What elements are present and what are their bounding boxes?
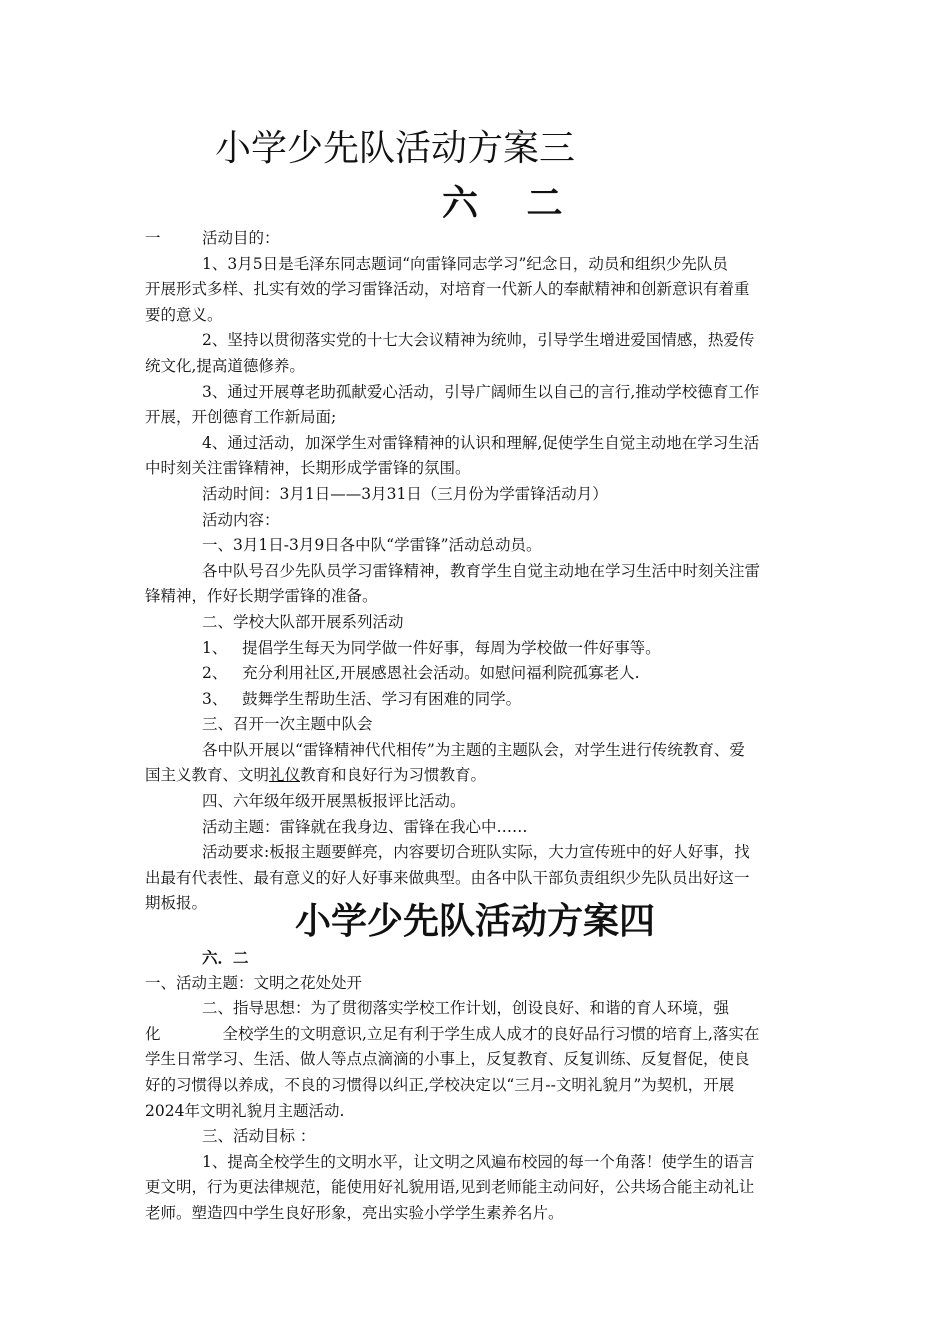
part3-line-2 (145, 763, 813, 789)
goal-4-line-2: 中时刻关注雷锋精神，长期形成学雷锋的氛围。 (145, 459, 471, 478)
list-item-number: 1、 (202, 638, 228, 657)
part4-req-line-3: 期板报。 (145, 894, 208, 913)
part3-heading: 三、召开一次主题中队会 (202, 715, 373, 734)
part4-heading: 四、六年级年级开展黑板报评比活动。 (202, 792, 466, 811)
activity-time: 活动时间：3月1日——3月31日（三月份为学雷锋活动月） (202, 484, 608, 503)
goal-2-line-2: 统文化,提高道德修养。 (145, 356, 305, 375)
part1-text-line-1: 各中队号召少先队员学习雷锋精神，教育学生自觉主动地在学习生活中时刻关注雷 (202, 561, 761, 580)
part2-heading: 二、学校大队部开展系列活动 (202, 612, 404, 631)
list-item (145, 636, 813, 662)
list-item-number: 3、 (202, 689, 228, 708)
guide-line-5: 2024年文明礼貌月主题活动. (145, 1101, 345, 1120)
goal-heading-line (145, 226, 813, 252)
part3-line-2-end: 教育和良好行为习惯教育。 (300, 766, 487, 785)
goal-index: 一 (145, 229, 161, 247)
goal-1-line-2: 开展形式多样、扎实有效的学习雷锋活动，对培育一代新人的奉献精神和创新意识有着重 (145, 280, 750, 299)
list-item-text: 充分利用社区,开展感恩社会活动。如慰问福利院孤寡老人. (242, 664, 640, 683)
goal-2-line-1: 2、坚持以贯彻落实党的十七大会议精神为统帅，引导学生增进爱国情感，热爱传 (202, 331, 755, 350)
plan3-body (145, 226, 813, 917)
part1-text-line-2: 锋精神，作好长期学雷锋的准备。 (145, 587, 378, 606)
guide-line-2-end: 全校学生的文明意识,立足有利于学生成人成才的良好品行习惯的培育上,落实在 (222, 1024, 760, 1043)
underlined-term: 礼仪 (269, 766, 301, 785)
part3-line-1: 各中队开展以“雷锋精神代代相传”为主题的主题队会，对学生进行传统教育、爱 (202, 740, 745, 759)
goal-1-line-3: 要的意义。 (145, 305, 223, 324)
plan3-title: 小学少先队活动方案三 (215, 128, 576, 169)
plan4-subtitle: 六．二 (202, 948, 249, 967)
list-item-text: 提倡学生每天为同学做一件好事，每周为学校做一件好事等。 (242, 638, 661, 657)
guide-line-1: 二、指导思想：为了贯彻落实学校工作计划，创设良好、和谐的育人环境，强 (202, 999, 730, 1018)
content-heading: 活动内容： (202, 510, 280, 529)
part4-req-line-1: 活动要求:板报主题要鲜亮，内容要切合班队实际，大力宣传班中的好人好事，找 (202, 843, 750, 862)
plan4-body (145, 945, 813, 1227)
part3-line-2-start: 国主义教育、文明 (145, 766, 270, 785)
goal-heading: 活动目的： (202, 229, 280, 247)
plan4-goal-line-2: 更文明，行为更法律规范，能使用好礼貌用语,见到老师能主动问好，公共场合能主动礼让 (145, 1178, 755, 1197)
guide-line-4: 好的习惯得以养成，不良的习惯得以纠正,学校决定以“三月--文明礼貌月”为契机，开展 (145, 1075, 735, 1094)
goal-4-line-1: 4、通过活动，加深学生对雷锋精神的认识和理解,促使学生自觉主动地在学习生活 (202, 433, 760, 452)
plan4-goal-line-3: 老师。塑造四中学生良好形象，亮出实验小学学生素养名片。 (145, 1203, 564, 1222)
list-item (145, 687, 813, 713)
goal-3-line-2: 开展，开创德育工作新局面; (145, 408, 337, 427)
plan4-theme: 一、活动主题：文明之花处处开 (145, 973, 363, 992)
list-item-text: 鼓舞学生帮助生活、学习有困难的同学。 (242, 689, 522, 708)
plan4-goal-heading: 三、活动目标 ： (202, 1127, 316, 1146)
plan4-goal-line-1: 1、提高全校学生的文明水平，让文明之风遍布校园的每一个角落！使学生的语言 (202, 1152, 755, 1171)
goal-1-line-1: 1、3月5日是毛泽东同志题词“向雷锋同志学习”纪念日，动员和组织少先队员 (202, 254, 728, 273)
part1-heading: 一、3月1日-3月9日各中队“学雷锋”活动总动员。 (202, 536, 542, 555)
guide-line-3: 学生日常学习、生活、做人等点点滴滴的小事上，反复教育、反复训练、反复督促，使良 (145, 1050, 750, 1069)
list-item (145, 661, 813, 687)
list-item-number: 2、 (202, 664, 228, 683)
guide-line-2-start: 化 (145, 1024, 161, 1043)
goal-3-line-1: 3、通过开展尊老助孤献爱心活动，引导广阔师生以自己的言行,推动学校德育工作 (202, 382, 760, 401)
part4-req-line-2: 出最有代表性、最有意义的好人好事来做典型。由各中队干部负责组织少先队员出好这一 (145, 868, 750, 887)
plan4-title: 小学少先队活动方案四 (294, 901, 655, 942)
guide-line-2 (145, 1022, 813, 1048)
plan3-subtitle: 六 二 (442, 182, 581, 224)
part4-theme: 活动主题：雷锋就在我身边、雷锋在我心中…… (202, 817, 528, 836)
